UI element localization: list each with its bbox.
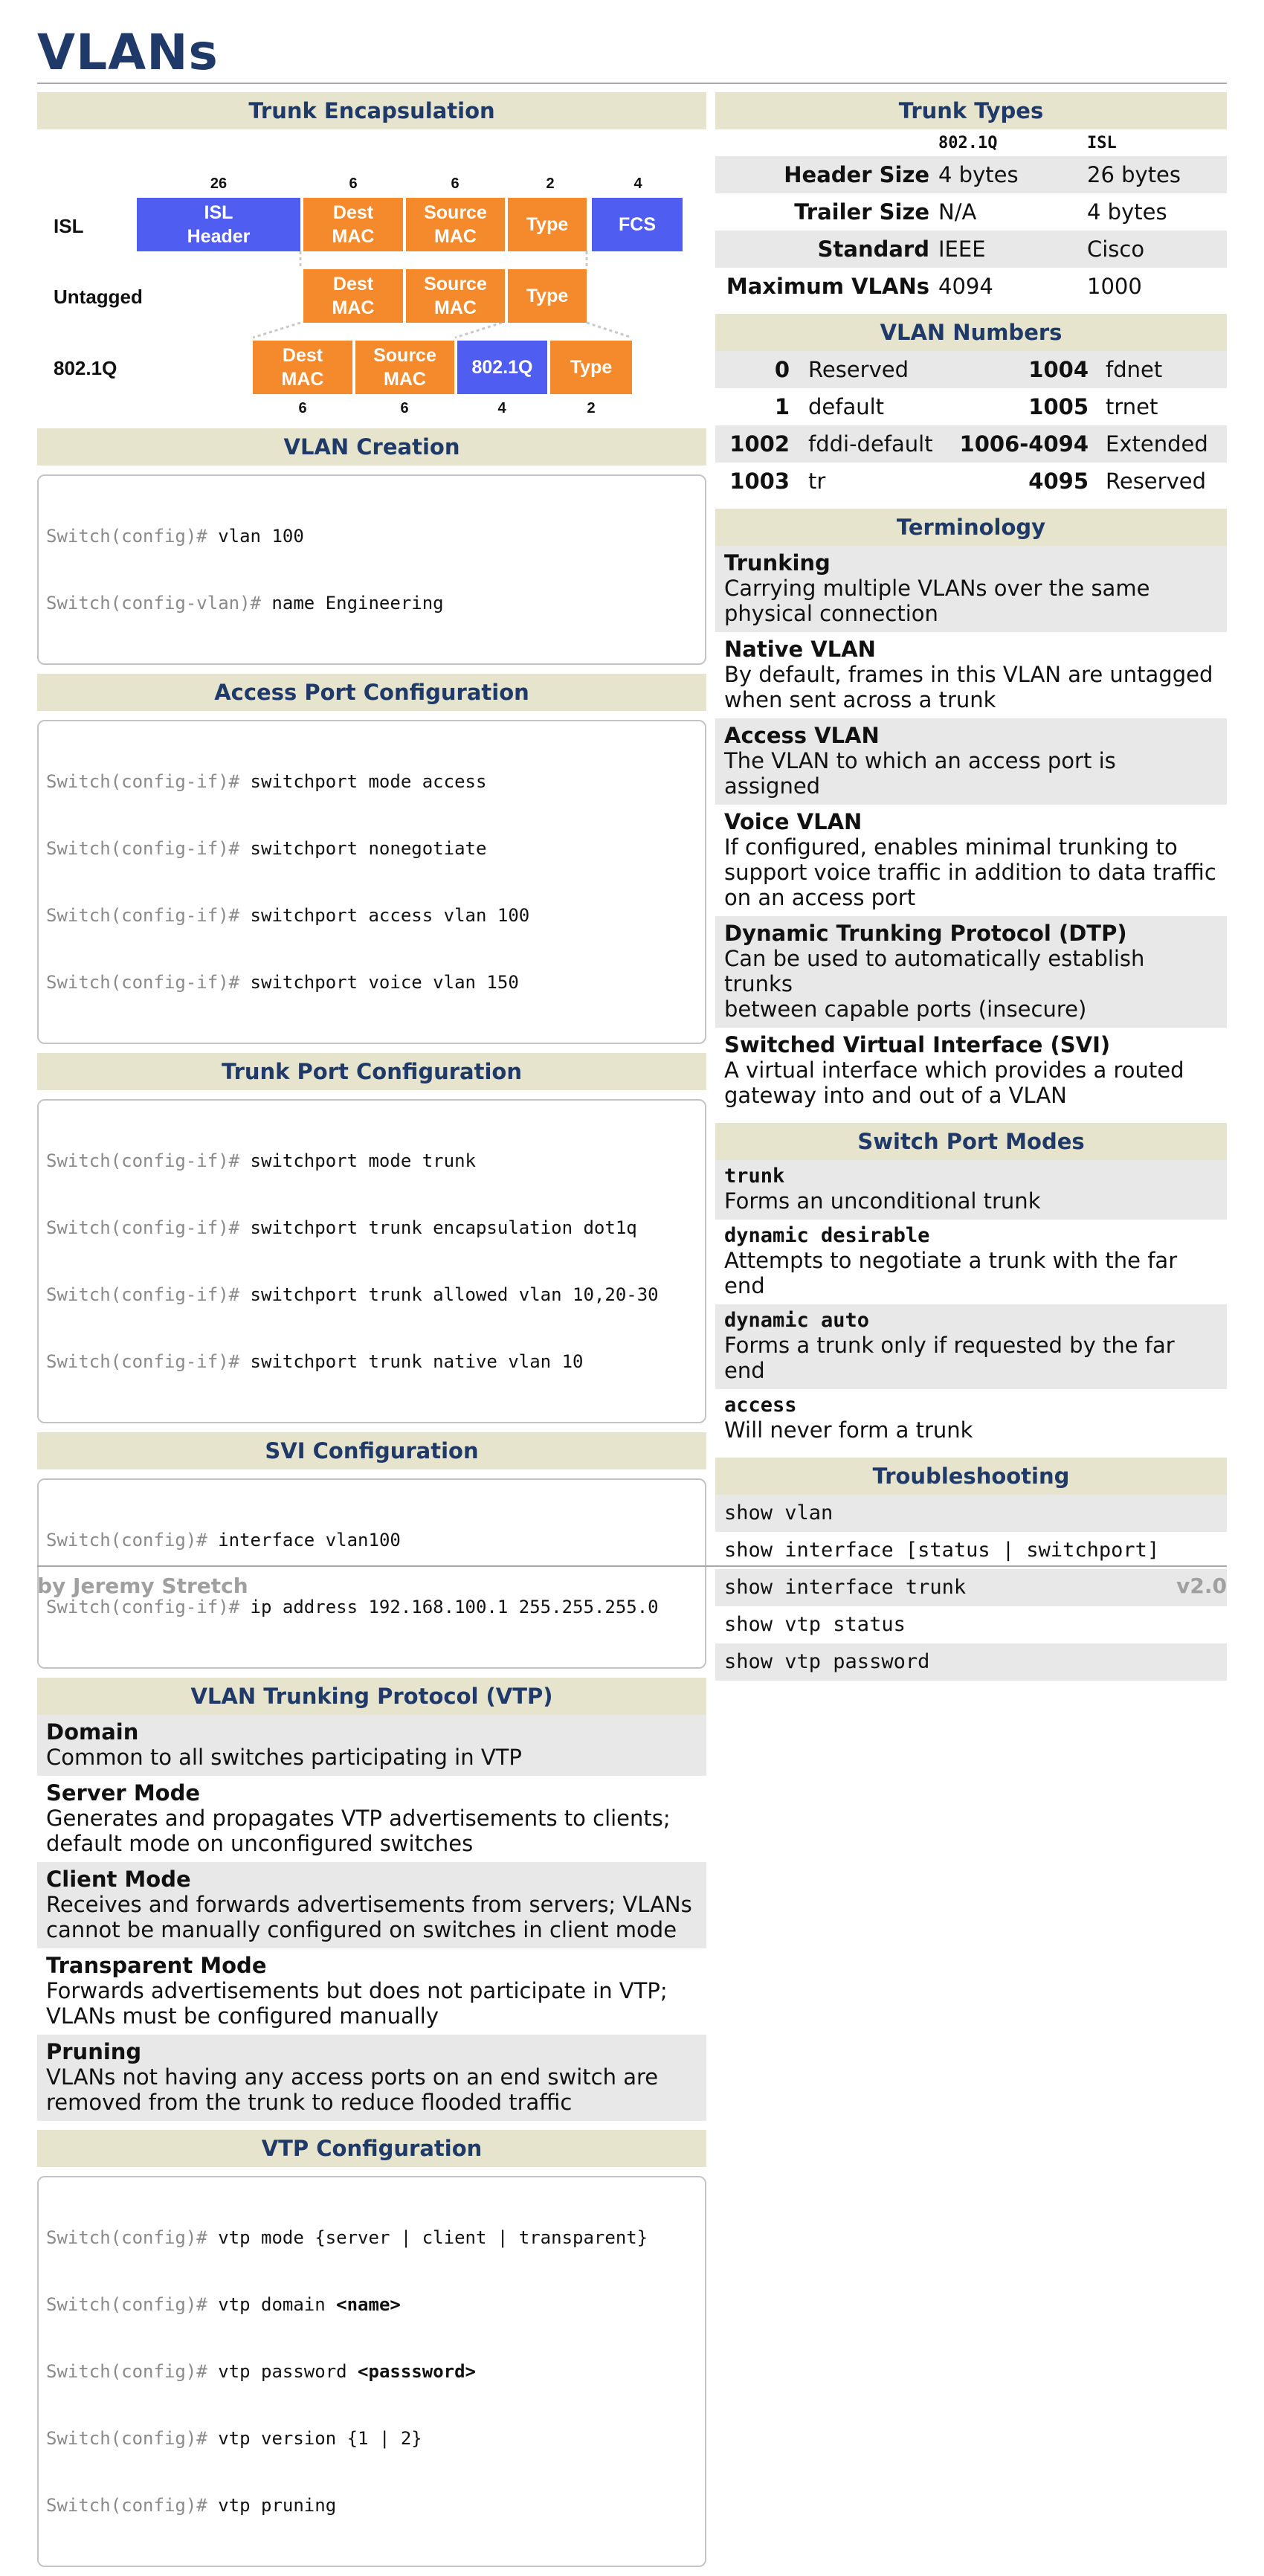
dot1q-size: 4 <box>497 400 506 416</box>
dot1q-dest-mac-field: Dest MAC <box>253 341 352 394</box>
code-line: Switch(config-if)# switchport mode trunk <box>46 1150 476 1171</box>
vtp-term-server-mode: Server Mode Generates and propagates VTP advertisements to clients; default mode on unconfigured switches <box>46 1780 671 1856</box>
row-label-dot1q: 802.1Q <box>54 357 117 379</box>
untagged-dest-mac-field: Dest MAC <box>303 269 403 323</box>
column-header: 802.1Q <box>938 134 998 152</box>
code-line: Switch(config-if)# switchport trunk native vlan 10 <box>46 1351 584 1372</box>
troubleshooting-command: show vlan <box>715 1495 1227 1532</box>
trunk-encapsulation-diagram <box>37 129 706 416</box>
footer-version: v2.0 <box>1176 1574 1227 1598</box>
page-title: VLANs <box>37 24 219 81</box>
isl-dest-mac-field: Dest MAC <box>303 198 403 251</box>
code-line: Switch(config-if)# switchport nonegotiate <box>46 838 487 859</box>
isl-size: 6 <box>451 176 460 192</box>
code-line: Switch(config-if)# switchport mode access <box>46 771 487 792</box>
code-line: Switch(config-if)# switchport voice vlan 150 <box>46 972 519 993</box>
code-line: Switch(config)# vtp pruning <box>46 2495 337 2516</box>
row-label-isl: ISL <box>54 215 84 237</box>
isl-source-mac-field: Source MAC <box>406 198 505 251</box>
code-line: Switch(config)# vtp version {1 | 2} <box>46 2428 422 2449</box>
access-port-code <box>37 720 706 1044</box>
code-line: Switch(config-if)# switchport trunk encapsulation dot1q <box>46 1217 637 1238</box>
mode-dynamic-auto: dynamic auto Forms a trunk only if requested by the far end <box>715 1304 1227 1389</box>
vtp-heading: VLAN Trunking Protocol (VTP) <box>37 1678 706 1715</box>
term-native-vlan: Native VLAN By default, frames in this VLAN are untagged when sent across a trunk <box>724 637 1213 712</box>
code-line: Switch(config)# vtp mode {server | client | transparent} <box>46 2227 648 2248</box>
title-divider <box>37 83 1227 84</box>
code-line: Switch(config)# vtp password <passsword> <box>46 2361 476 2382</box>
isl-size: 4 <box>633 176 642 192</box>
isl-size: 2 <box>546 176 555 192</box>
dot1q-source-mac-field: Source MAC <box>355 341 454 394</box>
dot1q-size: 2 <box>587 400 596 416</box>
troubleshooting-command: show vtp password <box>715 1643 1227 1681</box>
isl-size: 6 <box>349 176 358 192</box>
footer-author: by Jeremy Stretch <box>37 1574 248 1598</box>
row-label-untagged: Untagged <box>54 286 143 308</box>
trunk-types-row: Header Size 4 bytes 26 bytes <box>715 156 1227 193</box>
vlan-numbers-row: 1002 fddi-default 1006-4094 Extended <box>715 425 1227 463</box>
access-port-heading: Access Port Configuration <box>37 674 706 711</box>
trunk-types-row: Standard IEEE Cisco <box>715 231 1227 268</box>
troubleshooting-command: show interface trunk <box>715 1569 1227 1606</box>
dot1q-size: 6 <box>298 400 307 416</box>
trunk-types-heading: Trunk Types <box>715 92 1227 129</box>
left-column <box>37 92 706 2576</box>
term-dtp: Dynamic Trunking Protocol (DTP) Can be used to automatically establish trunks between capable ports (insecure) <box>715 916 1227 1028</box>
term-trunking: Trunking Carrying multiple VLANs over the same physical connection <box>715 546 1227 632</box>
code-line: Switch(config)# interface vlan100 <box>46 1530 401 1551</box>
vtp-term-pruning: Pruning VLANs not having any access ports on an end switch are removed from the trunk to reduce flooded traffic <box>37 2035 706 2121</box>
isl-type-field: Type <box>508 198 587 251</box>
mode-trunk: trunk Forms an unconditional trunk <box>715 1160 1227 1220</box>
dot1q-size: 6 <box>400 400 409 416</box>
untagged-source-mac-field: Source MAC <box>406 269 505 323</box>
mode-access: access Will never form a trunk <box>724 1394 973 1443</box>
untagged-type-field: Type <box>508 269 587 323</box>
vtp-term-domain: Domain Common to all switches participating in VTP <box>37 1715 706 1776</box>
troubleshooting-heading: Troubleshooting <box>715 1458 1227 1495</box>
trunk-types-row: Trailer Size N/A 4 bytes <box>794 199 1167 225</box>
terminology-heading: Terminology <box>715 509 1227 546</box>
vlan-numbers-row: 0 Reserved 1004 fdnet <box>715 351 1227 388</box>
code-line: Switch(config)# vtp domain <name> <box>46 2294 401 2315</box>
vlan-creation-heading: VLAN Creation <box>37 428 706 466</box>
code-line: Switch(config-if)# switchport access vlan 100 <box>46 905 530 926</box>
vlan-numbers-row: 1 default 1005 trnet <box>774 394 1158 419</box>
vtp-term-client-mode: Client Mode Receives and forwards advertisements from servers; VLANs cannot be manually configured on switches in client mode <box>37 1862 706 1948</box>
term-svi: Switched Virtual Interface (SVI) A virtual interface which provides a routed gateway into and out of a VLAN <box>724 1032 1184 1108</box>
mode-dynamic-desirable: dynamic desirable Attempts to negotiate a trunk with the far end <box>724 1224 1178 1298</box>
trunk-port-heading: Trunk Port Configuration <box>37 1053 706 1090</box>
switch-port-modes-heading: Switch Port Modes <box>715 1123 1227 1160</box>
trunk-port-code <box>37 1099 706 1423</box>
footer-divider <box>37 1565 1227 1567</box>
troubleshooting-command: show interface [status | switchport] <box>724 1539 1160 1562</box>
troubleshooting-command: show vtp status <box>724 1613 906 1636</box>
svi-heading: SVI Configuration <box>37 1432 706 1469</box>
vlan-numbers-row: 1003 tr 4095 Reserved <box>729 468 1206 494</box>
vlan-creation-code <box>37 474 706 665</box>
vtp-config-heading: VTP Configuration <box>37 2130 706 2167</box>
column-header: ISL <box>1087 134 1117 152</box>
vtp-config-code <box>37 2176 706 2567</box>
trunk-types-columns <box>715 129 1227 156</box>
code-line: Switch(config)# vlan 100 <box>46 526 304 547</box>
trunk-encapsulation-heading: Trunk Encapsulation <box>37 92 706 129</box>
isl-header-field: ISL Header <box>137 198 300 251</box>
code-line: Switch(config-if)# switchport trunk allowed vlan 10,20-30 <box>46 1284 659 1305</box>
dot1q-tag-field: 802.1Q <box>457 341 547 394</box>
code-line: Switch(config-if)# ip address 192.168.100.1 255.255.255.0 <box>46 1597 659 1617</box>
vlan-numbers-heading: VLAN Numbers <box>715 314 1227 351</box>
right-column <box>715 92 1227 1681</box>
isl-fcs-field: FCS <box>592 198 683 251</box>
dot1q-type-field: Type <box>550 341 632 394</box>
trunk-types-row: Maximum VLANs 4094 1000 <box>726 274 1142 299</box>
vtp-term-transparent-mode: Transparent Mode Forwards advertisements but does not participate in VTP; VLANs must be configured manually <box>46 1953 668 2029</box>
term-voice-vlan: Voice VLAN If configured, enables minimal trunking to support voice traffic in addition to data traffic on an access port <box>724 809 1216 910</box>
term-access-vlan: Access VLAN The VLAN to which an access port is assigned <box>715 718 1227 805</box>
isl-size: 26 <box>210 176 228 192</box>
code-line: Switch(config-vlan)# name Engineering <box>46 593 444 614</box>
